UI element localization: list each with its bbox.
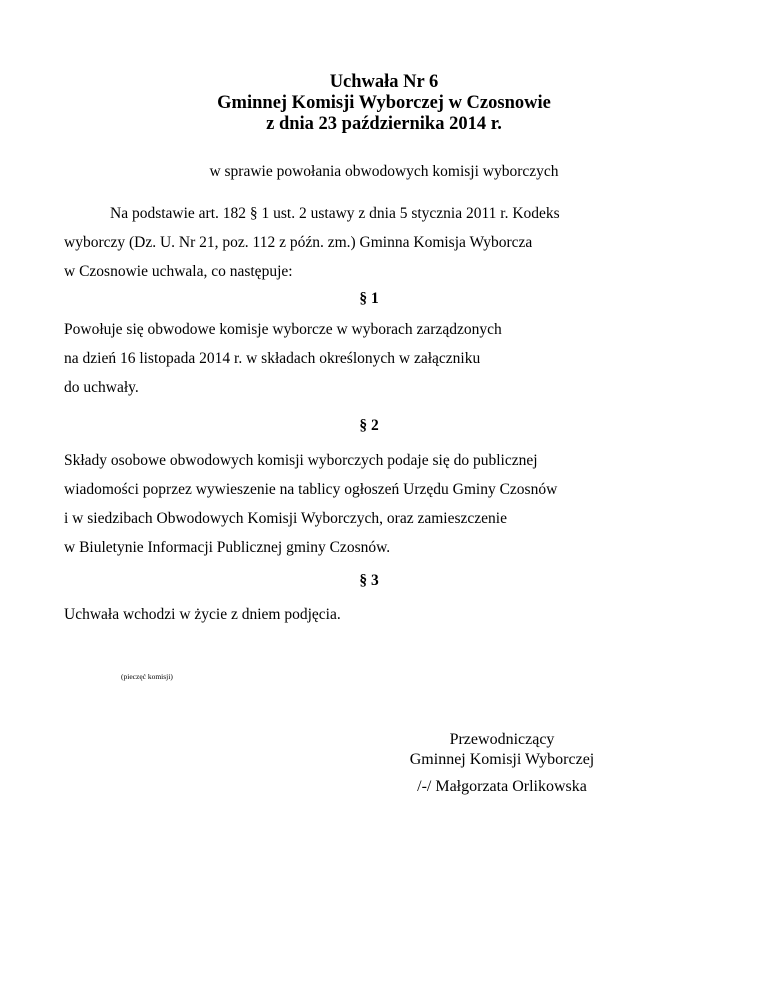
preamble-line: w Czosnowie uchwala, co następuje: xyxy=(64,263,293,280)
section-1-mark: § 1 xyxy=(359,290,379,307)
section-3-mark: § 3 xyxy=(359,572,379,589)
section-1-line: na dzień 16 listopada 2014 r. w składach określonych w załączniku xyxy=(64,350,481,367)
section-2-line: w Biuletynie Informacji Publicznej gminy Czosnów. xyxy=(64,539,391,556)
section-2-mark: § 2 xyxy=(359,417,379,434)
preamble-line: Na podstawie art. 182 § 1 ust. 2 ustawy z dnia 5 stycznia 2011 r. Kodeks xyxy=(110,205,560,222)
signature-block xyxy=(352,730,652,797)
resolution-subject: w sprawie powołania obwodowych komisji wyborczych xyxy=(209,163,559,180)
document-title xyxy=(0,72,768,135)
signatory-name: /-/ Małgorzata Orlikowska xyxy=(417,778,587,795)
issuing-body: Gminnej Komisji Wyborczej w Czosnowie xyxy=(217,93,551,113)
section-1-line: Powołuje się obwodowe komisje wyborcze w wyborach zarządzonych xyxy=(64,321,502,338)
signatory-body: Gminnej Komisji Wyborczej xyxy=(409,751,595,768)
section-1-line: do uchwały. xyxy=(64,379,139,396)
section-2-line: i w siedzibach Obwodowych Komisji Wyborczych, oraz zamieszczenie xyxy=(64,510,507,527)
signatory-role: Przewodniczący xyxy=(449,731,555,748)
section-2-line: wiadomości poprzez wywieszenie na tablicy ogłoszeń Urzędu Gminy Czosnów xyxy=(64,481,558,498)
section-2-line: Składy osobowe obwodowych komisji wyborczych podaje się do publicznej xyxy=(64,452,538,469)
resolution-number: Uchwała Nr 6 xyxy=(329,72,439,92)
preamble-line: wyborczy (Dz. U. Nr 21, poz. 112 z późn. zm.) Gminna Komisja Wyborcza xyxy=(64,234,533,251)
resolution-date: z dnia 23 października 2014 r. xyxy=(266,114,502,134)
section-3-line: Uchwała wchodzi w życie z dniem podjęcia. xyxy=(64,606,341,623)
stamp-placeholder: (pieczęć komisji) xyxy=(121,672,173,681)
